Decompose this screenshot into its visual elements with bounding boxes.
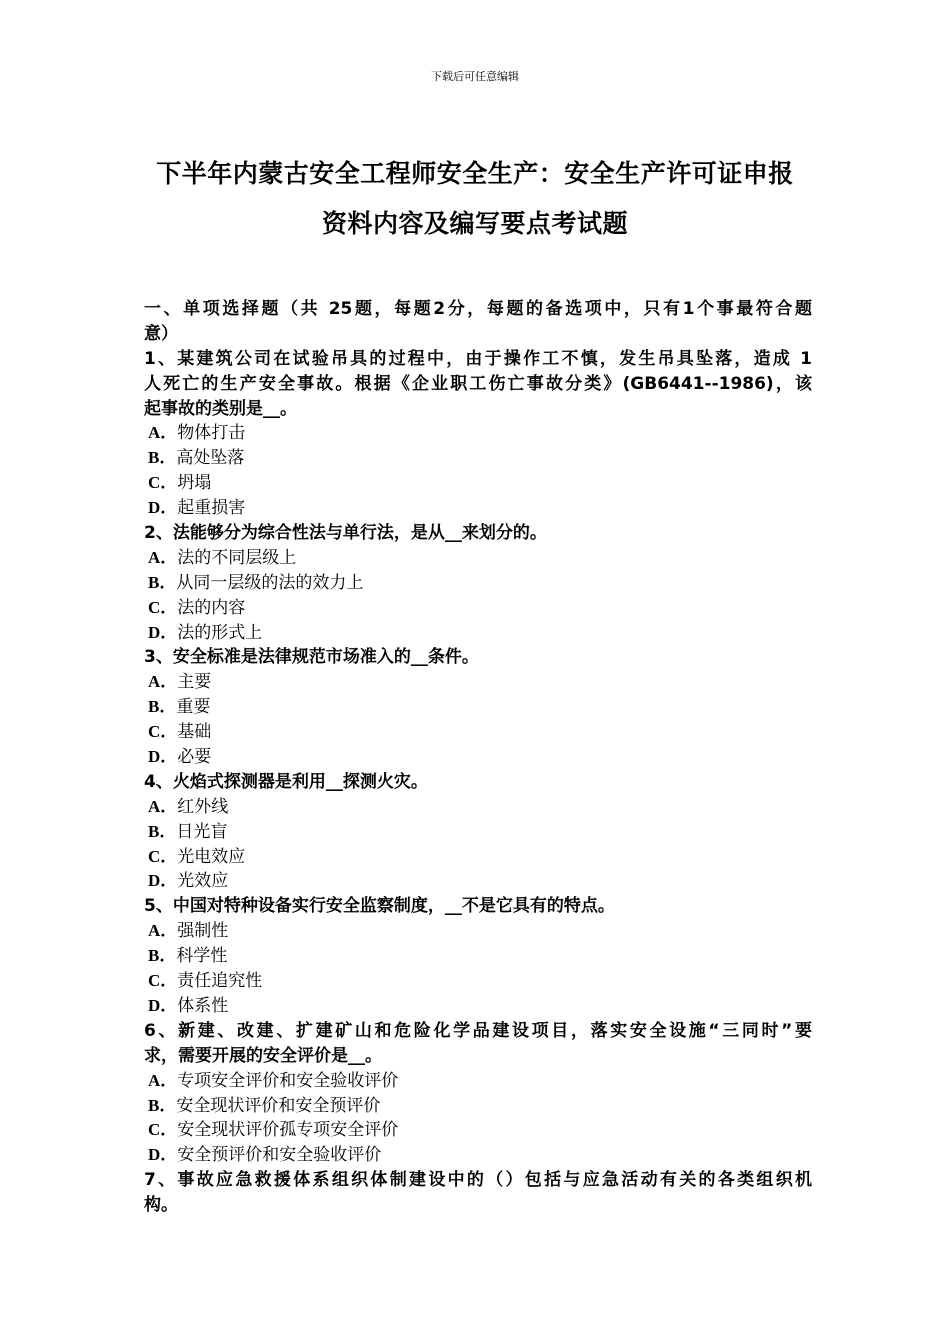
option-text: 安全预评价和安全验收评价 (177, 1145, 382, 1166)
option-key: C． (148, 722, 178, 742)
question-2-option-a (144, 546, 812, 571)
question-4-option-d (144, 869, 812, 894)
option-key: D． (148, 995, 178, 1015)
option-key: B． (148, 697, 177, 717)
question-5-option-a (144, 919, 812, 944)
option-key: C． (148, 597, 178, 617)
question-5-option-c (144, 969, 812, 994)
question-2-option-b (144, 571, 812, 596)
question-1-text-cont: 人死亡的生产安全事故。根据《企业职工伤亡事故分类》(GB6441--1986)，该 (144, 373, 812, 394)
question-6-option-b (144, 1094, 812, 1119)
question-5-text: 5、中国对特种设备实行安全监察制度，__不是它具有的特点。 (144, 896, 615, 917)
option-text: 坍塌 (177, 473, 212, 494)
question-4-option-a (144, 795, 812, 820)
option-text: 日光盲 (176, 821, 228, 842)
option-text: 主要 (177, 672, 212, 693)
option-key: D． (148, 747, 178, 767)
question-2-text: 2、法能够分为综合性法与单行法，是从__来划分的。 (144, 523, 547, 544)
option-text: 从同一层级的法的效力上 (176, 572, 364, 593)
option-text: 法的形式上 (177, 622, 263, 643)
option-key: B． (148, 1095, 177, 1115)
question-body (144, 297, 812, 1218)
option-text: 光电效应 (177, 846, 246, 867)
option-text: 科学性 (176, 946, 228, 967)
question-6-text: 6、新建、改建、扩建矿山和危险化学品建设项目，落实安全设施“三同时”要 (144, 1020, 812, 1041)
question-6-option-d (144, 1143, 812, 1168)
question-2-option-d (144, 621, 812, 646)
option-key: A． (148, 1070, 178, 1090)
option-key: C． (148, 1120, 178, 1140)
question-4-text: 4、火焰式探测器是利用__探测火灾。 (144, 771, 428, 792)
option-key: D． (148, 498, 178, 518)
option-text: 基础 (177, 722, 212, 743)
option-key: C． (148, 971, 178, 991)
option-key: C． (148, 473, 178, 493)
question-5-option-d (144, 994, 812, 1019)
option-key: B． (148, 572, 177, 592)
option-text: 责任追究性 (177, 971, 263, 992)
question-3-option-d (144, 745, 812, 770)
option-text: 重要 (176, 697, 211, 718)
question-6-option-c (144, 1118, 812, 1143)
question-7-text-cont: 构。 (144, 1195, 178, 1216)
option-text: 强制性 (177, 921, 229, 942)
question-7-text: 7、事故应急救援体系组织体制建设中的（）包括与应急活动有关的各类组织机 (144, 1170, 812, 1191)
question-6-text-cont: 求，需要开展的安全评价是__。 (144, 1045, 382, 1066)
option-key: A． (148, 672, 178, 692)
option-key: D． (148, 871, 178, 891)
option-text: 专项安全评价和安全验收评价 (177, 1070, 399, 1091)
question-1-option-c (144, 471, 812, 496)
option-key: B． (148, 946, 177, 966)
question-6-option-a (144, 1069, 812, 1094)
option-key: A． (148, 921, 178, 941)
question-1-option-a (144, 421, 812, 446)
option-key: D． (148, 1145, 178, 1165)
question-3-option-b (144, 695, 812, 720)
question-2-option-c (144, 596, 812, 621)
header-note: 下载后可任意编辑 (431, 70, 519, 83)
option-key: B． (148, 448, 177, 468)
question-3-option-a (144, 670, 812, 695)
question-3-text: 3、安全标准是法律规范市场准入的__条件。 (144, 647, 479, 668)
question-3-option-c (144, 720, 812, 745)
option-key: A． (148, 423, 178, 443)
option-key: D． (148, 622, 178, 642)
question-1-option-b (144, 446, 812, 471)
option-key: B． (148, 821, 177, 841)
option-text: 安全现状评价孤专项安全评价 (177, 1120, 399, 1141)
option-text: 法的不同层级上 (177, 547, 297, 568)
question-1-option-d (144, 496, 812, 521)
option-text: 红外线 (177, 796, 229, 817)
question-1-text-end: 起事故的类别是__。 (144, 398, 297, 419)
option-text: 安全现状评价和安全预评价 (176, 1095, 381, 1116)
option-text: 必要 (177, 747, 212, 768)
section-heading-cont: 意） (144, 323, 178, 344)
question-4-option-c (144, 845, 812, 870)
option-text: 起重损害 (177, 498, 246, 519)
question-4-option-b (144, 820, 812, 845)
option-key: A． (148, 547, 178, 567)
question-5-option-b (144, 944, 812, 969)
option-key: A． (148, 796, 178, 816)
option-text: 物体打击 (177, 423, 246, 444)
option-text: 法的内容 (177, 597, 246, 618)
option-text: 体系性 (177, 995, 229, 1016)
question-1-text: 1、某建筑公司在试验吊具的过程中，由于操作工不慎，发生吊具坠落，造成 1 (144, 348, 812, 369)
option-text: 光效应 (177, 871, 229, 892)
section-heading: 一、单项选择题（共 25题，每题2分，每题的备选项中，只有1个事最符合题 (144, 299, 812, 319)
option-text: 高处坠落 (176, 448, 245, 469)
option-key: C． (148, 846, 178, 866)
document-title-line-1: 下半年内蒙古安全工程师安全生产：安全生产许可证申报 (156, 159, 794, 188)
document-title-line-2: 资料内容及编写要点考试题 (321, 209, 628, 238)
